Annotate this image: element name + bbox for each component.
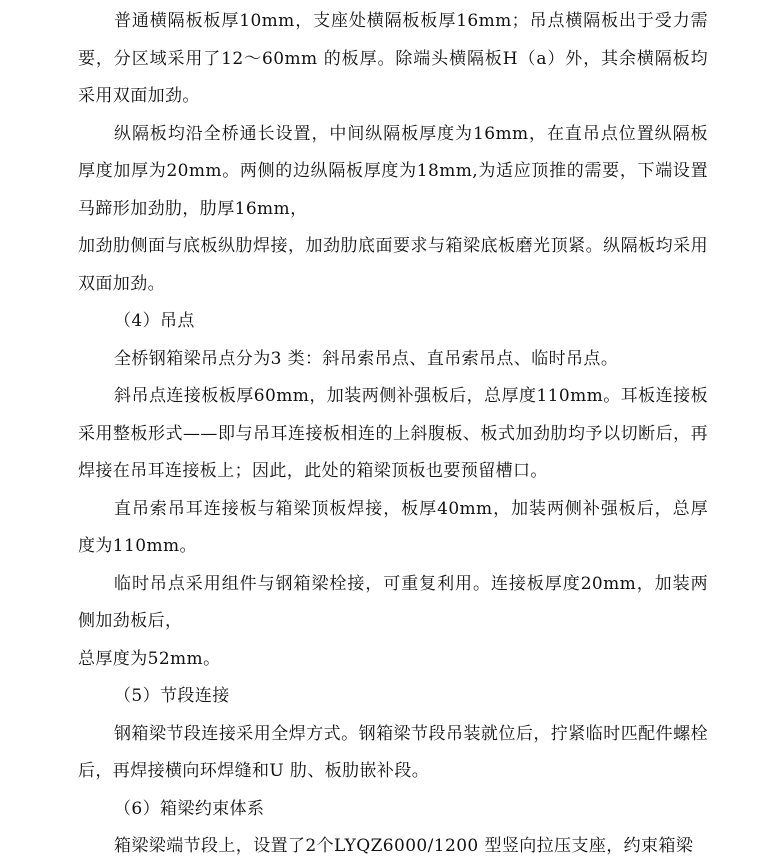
paragraph-stiffener-welding: 加劲肋侧面与底板纵肋焊接，加劲肋底面要求与箱梁底板磨光顶紧。纵隔板均采用双面加劲。 bbox=[78, 236, 708, 294]
paragraph-longitudinal-diaphragm: 纵隔板均沿全桥通长设置，中间纵隔板厚度为16mm，在直吊点位置纵隔板厚度加厚为20mm。两侧的边纵隔板厚度为18mm,为适应顶推的需要，下端设置马蹄形加劲肋，肋厚16mm， bbox=[78, 123, 708, 219]
section-heading-segment-connection: （5）节段连接 bbox=[114, 686, 230, 706]
paragraph-diaphragm-thickness: 普通横隔板板厚10mm，支座处横隔板板厚16mm；吊点横隔板出于受力需要，分区域采用了12～60mm 的板厚。除端头横隔板H（a）外，其余横隔板均采用双面加劲。 bbox=[78, 11, 708, 106]
paragraph-segment-welding: 钢箱梁节段连接采用全焊方式。钢箱梁节段吊装就位后，拧紧临时匹配件螺栓后，再焊接横向环焊缝和U 肋、板肋嵌补段。 bbox=[78, 723, 708, 781]
paragraph-inclined-lifting-point: 斜吊点连接板板厚60mm，加装两侧补强板后，总厚度110mm。耳板连接板采用整板形式——即与吊耳连接板相连的上斜腹板、板式加劲肋均予以切断后，再焊接在吊耳连接板上；因此，此处的箱梁顶板也要预留槽口。 bbox=[78, 386, 708, 481]
paragraph-temporary-lifting-point: 临时吊点采用组件与钢箱梁栓接，可重复利用。连接板厚度20mm，加装两侧加劲板后， bbox=[78, 573, 708, 631]
paragraph-vertical-lifting-point: 直吊索吊耳连接板与箱梁顶板焊接，板厚40mm，加装两侧补强板后，总厚度为110mm。 bbox=[78, 498, 708, 556]
section-heading-restraint-system: （6）箱梁约束体系 bbox=[114, 798, 265, 819]
paragraph-lifting-point-types: 全桥钢箱梁吊点分为3 类：斜吊索吊点、直吊索吊点、临时吊点。 bbox=[114, 348, 619, 369]
document-body bbox=[78, 0, 708, 866]
paragraph-total-thickness: 总厚度为52mm。 bbox=[78, 648, 221, 669]
section-heading-lifting-points: （4）吊点 bbox=[114, 311, 195, 331]
paragraph-bearing-restraint: 箱梁梁端节段上，设置了2个LYQZ6000/1200 型竖向拉压支座，约束箱梁 bbox=[114, 836, 694, 856]
